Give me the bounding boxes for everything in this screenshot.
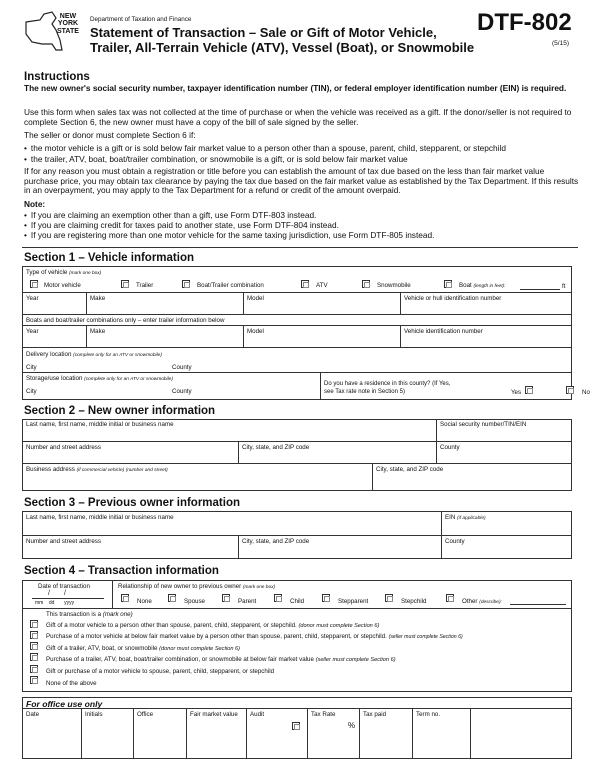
tx-option-checkbox[interactable] bbox=[30, 631, 38, 639]
type-label: Type of vehicle (mark one box) bbox=[26, 269, 102, 276]
note-heading: Note: bbox=[24, 199, 46, 209]
rel-stepchild-checkbox[interactable] bbox=[385, 594, 393, 602]
ein-label[interactable]: EIN (if applicable) bbox=[445, 514, 486, 521]
tx-option-checkbox[interactable] bbox=[30, 676, 38, 684]
col-line bbox=[86, 292, 87, 314]
trailer-model-label[interactable]: Model bbox=[247, 328, 264, 335]
col-line bbox=[307, 708, 308, 759]
type-option-label: Motor vehicle bbox=[44, 282, 81, 289]
new-owner-address-label[interactable]: Number and street address bbox=[26, 444, 101, 451]
col-line bbox=[186, 708, 187, 759]
row-line bbox=[22, 708, 572, 709]
row-line bbox=[22, 347, 572, 348]
new-owner-csz-label[interactable]: City, state, and ZIP code bbox=[242, 444, 310, 451]
trailer-checkbox[interactable] bbox=[121, 280, 129, 288]
col-line bbox=[238, 441, 239, 463]
delivery-label: Delivery location (complete only for an ATV or snowmobile) bbox=[26, 351, 162, 358]
type-option-label: Snowmobile bbox=[377, 282, 411, 289]
col-line bbox=[320, 372, 321, 400]
col-line bbox=[412, 708, 413, 759]
prev-owner-name-label[interactable]: Last name, first name, middle initial or business name bbox=[26, 514, 174, 521]
tx-option-label: Gift of a motor vehicle to a person other than spouse, parent, child, stepparent, or stepchild. (donor must complete Section 6) bbox=[46, 622, 380, 629]
prev-owner-county-label[interactable]: County bbox=[445, 538, 465, 545]
form-title-line2: Trailer, All-Terrain Vehicle (ATV), Vessel (Boat), or Snowmobile bbox=[90, 40, 475, 55]
snowmobile-checkbox[interactable] bbox=[362, 280, 370, 288]
tx-option-checkbox[interactable] bbox=[30, 665, 38, 673]
no-label: No bbox=[582, 389, 590, 396]
office-col-tax-rate: Tax Rate bbox=[311, 711, 336, 718]
storage-label: Storage/use location (complete only for an ATV or snowmobile) bbox=[26, 375, 173, 382]
storage-city-label[interactable]: City bbox=[26, 388, 37, 395]
instructions-para3: If for any reason you must obtain a registration or title before you can establish the amount of tax due based on the less than fair market value purchase price, you may obtain tax clearance by paying the tax due based on the fair market value as established by the Tax Department. If this results in an overpayment, you may apply to the Tax Department for a refund or credit of the amount overpaid. bbox=[24, 166, 579, 196]
logo-text: NEW YORK STATE bbox=[57, 13, 79, 35]
office-col-initials: Initials bbox=[85, 711, 103, 718]
rel-option-label: Spouse bbox=[184, 598, 205, 605]
business-address-label[interactable]: Business address (if commercial vehicle) (number and street) bbox=[26, 466, 168, 473]
atv-checkbox[interactable] bbox=[301, 280, 309, 288]
rel-option-label: Stepchild bbox=[401, 598, 427, 605]
col-line bbox=[246, 708, 247, 759]
relationship-label: Relationship of new owner to previous owner (mark one box) bbox=[118, 583, 276, 590]
form-revision: (5/15) bbox=[552, 40, 569, 47]
section2-box bbox=[22, 419, 572, 491]
section1-heading: Section 1 – Vehicle information bbox=[24, 252, 194, 264]
yes-label: Yes bbox=[511, 389, 522, 396]
row-line bbox=[22, 441, 572, 442]
tx-option-label: Gift or purchase of a motor vehicle to spouse, parent, child, stepparent, or stepchild bbox=[46, 668, 275, 675]
office-col-date: Date bbox=[26, 711, 40, 718]
rel-option-label: Stepparent bbox=[338, 598, 369, 605]
type-option-label: Boat (length in feet): bbox=[459, 282, 506, 289]
col-line bbox=[86, 325, 87, 347]
prev-owner-address-label[interactable]: Number and street address bbox=[26, 538, 101, 545]
office-col-fmv: Fair market value bbox=[190, 711, 238, 718]
type-option-label: ATV bbox=[316, 282, 328, 289]
motor-vehicle-checkbox[interactable] bbox=[30, 280, 38, 288]
vin-hull-label[interactable]: Vehicle or hull identification number bbox=[404, 295, 502, 302]
note-bullet: • If you are claiming credit for taxes paid to another state, use Form DTF-804 instead. bbox=[24, 220, 339, 230]
tx-option-label: None of the above bbox=[46, 680, 97, 687]
rel-other-checkbox[interactable] bbox=[446, 594, 454, 602]
rel-option-label: None bbox=[137, 598, 152, 605]
note-bullet: • If you are claiming an exemption other than a gift, use Form DTF-803 instead. bbox=[24, 210, 316, 220]
boat-combo-label: Boats and boat/trailer combinations only – enter trailer information below bbox=[26, 317, 225, 324]
rel-option-label: Child bbox=[290, 598, 305, 605]
form-title-line1: Statement of Transaction – Sale or Gift of Motor Vehicle, bbox=[90, 25, 437, 40]
col-line bbox=[441, 535, 442, 559]
section3-heading: Section 3 – Previous owner information bbox=[24, 497, 240, 509]
type-option-label: Boat/Trailer combination bbox=[197, 282, 264, 289]
office-col-office: Office bbox=[137, 711, 154, 718]
ft-label: ft bbox=[562, 283, 566, 290]
col-line bbox=[243, 325, 244, 347]
note-bullet: • If you are registering more than one motor vehicle for the same taxing jurisdiction, use Form DTF-805 instead. bbox=[24, 230, 434, 240]
col-line bbox=[400, 325, 401, 347]
instructions-heading: Instructions bbox=[24, 71, 90, 83]
section4-heading: Section 4 – Transaction information bbox=[24, 565, 219, 577]
office-col-tax-paid: Tax paid bbox=[363, 711, 387, 718]
tx-option-label: Purchase of a trailer, ATV, boat, boat/trailer combination, or snowmobile at below fair market value (seller must complete Section 6) bbox=[46, 656, 396, 663]
col-line bbox=[238, 535, 239, 559]
instructions-para2: The seller or donor must complete Section 6 if: bbox=[24, 130, 196, 140]
year-label[interactable]: Year bbox=[26, 295, 39, 302]
delivery-county-label[interactable]: County bbox=[172, 364, 192, 371]
row-line bbox=[22, 535, 572, 536]
new-owner-county-label[interactable]: County bbox=[440, 444, 460, 451]
form-number: DTF-802 bbox=[477, 9, 572, 36]
col-line bbox=[359, 708, 360, 759]
row-line bbox=[22, 463, 572, 464]
rel-parent-checkbox[interactable] bbox=[222, 594, 230, 602]
other-describe-field[interactable] bbox=[510, 604, 566, 605]
col-line bbox=[441, 511, 442, 535]
residence-no-checkbox[interactable] bbox=[566, 386, 574, 394]
row-line bbox=[22, 314, 572, 315]
boat-checkbox[interactable] bbox=[444, 280, 452, 288]
type-option-label: Trailer bbox=[136, 282, 154, 289]
section2-heading: Section 2 – New owner information bbox=[24, 405, 216, 417]
instructions-para1: Use this form when sales tax was not collected at the time of purchase or when the vehicle was received as a gift. If the donor/seller is not required to complete Section 6, the new owner must have a copy of the bill of sale signed by the seller. bbox=[24, 107, 572, 127]
department-name: Department of Taxation and Finance bbox=[90, 16, 192, 23]
tx-option-checkbox[interactable] bbox=[30, 642, 38, 650]
make-label[interactable]: Make bbox=[90, 295, 106, 302]
boat-length-field[interactable] bbox=[520, 289, 560, 290]
office-col-audit: Audit bbox=[250, 711, 265, 718]
percent-sign: % bbox=[348, 721, 356, 730]
prev-owner-csz-label[interactable]: City, state, and ZIP code bbox=[242, 538, 310, 545]
tx-option-checkbox[interactable] bbox=[30, 653, 38, 661]
col-line bbox=[400, 292, 401, 314]
model-label[interactable]: Model bbox=[247, 295, 264, 302]
tx-option-label: Gift of a trailer, ATV, boat, or snowmobile (donor must complete Section 6) bbox=[46, 645, 241, 652]
date-slash: / bbox=[48, 590, 50, 597]
rel-stepparent-checkbox[interactable] bbox=[322, 594, 330, 602]
new-owner-name-label[interactable]: Last name, first name, middle initial or business name bbox=[26, 421, 174, 428]
col-line bbox=[436, 441, 437, 463]
row-line bbox=[22, 372, 572, 373]
date-label: Date of transaction bbox=[38, 583, 90, 590]
date-format-label: mm dd yyyy bbox=[35, 600, 75, 606]
transaction-type-label: This transaction is a (mark one) bbox=[46, 611, 133, 618]
office-use-heading: For office use only bbox=[26, 699, 103, 709]
ssn-label[interactable]: Social security number/TIN/EIN bbox=[440, 421, 527, 428]
date-slash: / bbox=[64, 590, 66, 597]
rel-none-checkbox[interactable] bbox=[121, 594, 129, 602]
rel-spouse-checkbox[interactable] bbox=[168, 594, 176, 602]
residence-question: Do you have a residence in this county? (If Yes, bbox=[324, 381, 451, 387]
delivery-city-label[interactable]: City bbox=[26, 364, 37, 371]
trailer-year-label[interactable]: Year bbox=[26, 328, 39, 335]
residence-yes-checkbox[interactable] bbox=[525, 386, 533, 394]
rel-child-checkbox[interactable] bbox=[274, 594, 282, 602]
col-line bbox=[470, 708, 471, 759]
rel-option-label: Parent bbox=[238, 598, 257, 605]
storage-county-label[interactable]: County bbox=[172, 388, 192, 395]
tx-option-checkbox[interactable] bbox=[30, 620, 38, 628]
col-line bbox=[133, 708, 134, 759]
col-line bbox=[436, 419, 437, 441]
col-line bbox=[243, 292, 244, 314]
col-line bbox=[372, 463, 373, 491]
col-line bbox=[112, 580, 113, 608]
col-line bbox=[81, 708, 82, 759]
boat-trailer-checkbox[interactable] bbox=[182, 280, 190, 288]
office-col-term-no: Term no. bbox=[416, 711, 441, 718]
instructions-required-note: The new owner's social security number, taxpayer identification number (TIN), or federal employer identification number (EIN) is required. bbox=[24, 83, 567, 93]
tx-option-label: Purchase of a motor vehicle at below fair market value by a person other than spouse, parent, child, stepparent, or stepchild. (seller must complete Section 6) bbox=[46, 633, 463, 640]
row-line bbox=[22, 325, 572, 326]
row-line bbox=[22, 292, 572, 293]
rel-option-label: Other (describe): bbox=[462, 598, 502, 605]
instructions-bullet: • the motor vehicle is a gift or is sold below fair market value to a person other than a spouse, parent, child, stepparent, or stepchild bbox=[24, 143, 506, 153]
residence-question: see Tax rate note in Section 5) bbox=[324, 389, 405, 395]
business-csz-label[interactable]: City, state, and ZIP code bbox=[376, 466, 444, 473]
audit-checkbox[interactable] bbox=[292, 722, 300, 730]
date-field[interactable] bbox=[32, 598, 104, 599]
row-line bbox=[22, 608, 572, 609]
trailer-make-label[interactable]: Make bbox=[90, 328, 106, 335]
instructions-bullet: • the trailer, ATV, boat, boat/trailer combination, or snowmobile is a gift, or is sold below fair market value bbox=[24, 154, 408, 164]
divider bbox=[22, 247, 578, 248]
trailer-vin-label[interactable]: Vehicle identification number bbox=[404, 328, 483, 335]
